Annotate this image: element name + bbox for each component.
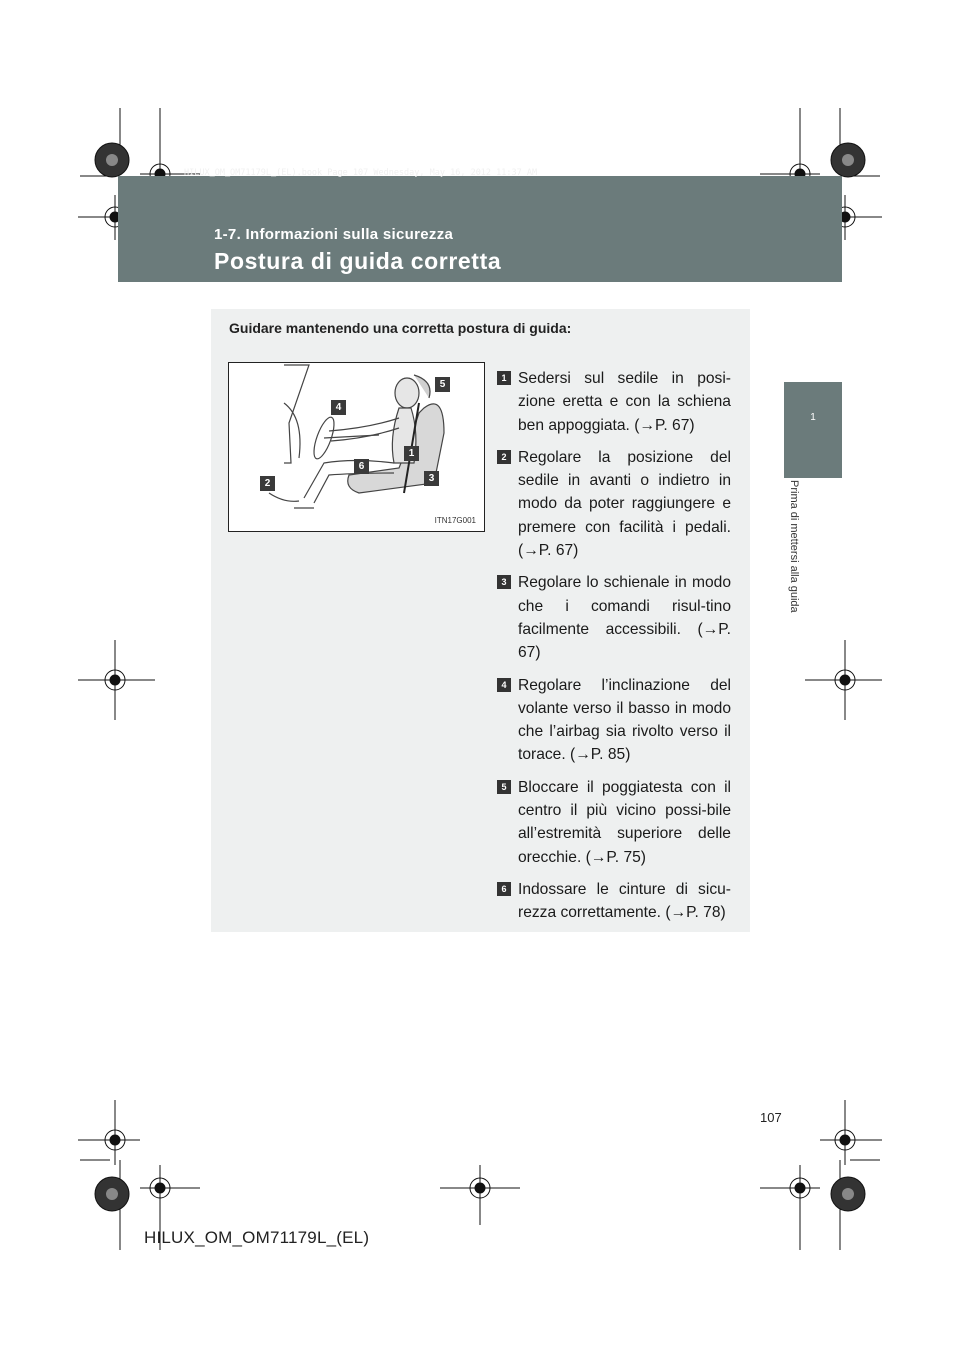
step-text: Regolare la posizione del sedile in avanti o indietro in modo da poter raggiungere e premere con facilità i pedali. (→P. 67) [518,448,731,560]
step-text: Bloccare il poggiatesta con il centro il più vicino possi-bile all’estremità superiore delle orecchie. (→P. 75) [518,778,731,866]
driving-posture-figure [228,362,485,532]
step-item [497,367,731,437]
figure-callout-3: 3 [424,471,439,486]
figure-code: ITN17G001 [434,516,476,525]
step-badge: 2 [497,450,511,464]
step-badge: 6 [497,882,511,896]
step-badge: 3 [497,575,511,589]
section-title: 1-7. Informazioni sulla sicurezza [214,226,454,243]
figure-callout-2: 2 [260,476,275,491]
step-item [497,878,731,925]
page-number: 107 [760,1110,782,1125]
figure-callout-6: 6 [354,459,369,474]
intro-text: Guidare mantenendo una corretta postura di guida: [229,320,572,336]
step-item [497,571,731,664]
figure-callout-5: 5 [435,377,450,392]
step-text: Sedersi sul sedile in posi-zione eretta e con la schiena ben appoggiata. (→P. 67) [518,370,731,434]
figure-callout-1: 1 [404,446,419,461]
file-info: HILUX_OM_OM71179L_(EL).book Page 107 Wednesday, May 16, 2012 11:37 AM [184,168,538,178]
footer-code: HILUX_OM_OM71179L_(EL) [144,1228,370,1247]
step-text: Regolare l’inclinazione del volante verso il basso in modo che l’airbag sia rivolto verso il torace. (→P. 85) [518,676,731,764]
figure-callout-4: 4 [331,400,346,415]
page-title: Postura di guida corretta [214,248,502,274]
chapter-tab [784,382,842,478]
step-item [497,674,731,767]
step-badge: 4 [497,678,511,692]
step-text: Indossare le cinture di sicu-rezza correttamente. (→P. 78) [518,880,731,922]
step-item [497,446,731,562]
chapter-label-wrapper [786,480,806,660]
step-badge: 1 [497,371,511,385]
header-band [118,176,842,282]
chapter-number: 1 [810,412,816,423]
step-badge: 5 [497,780,511,794]
chapter-label: Prima di mettersi alla guida [788,480,800,613]
step-item [497,776,731,869]
step-list [497,367,731,934]
step-text: Regolare lo schienale in modo che i comandi risul-tino facilmente accessibili. (→P. 67) [518,574,731,662]
